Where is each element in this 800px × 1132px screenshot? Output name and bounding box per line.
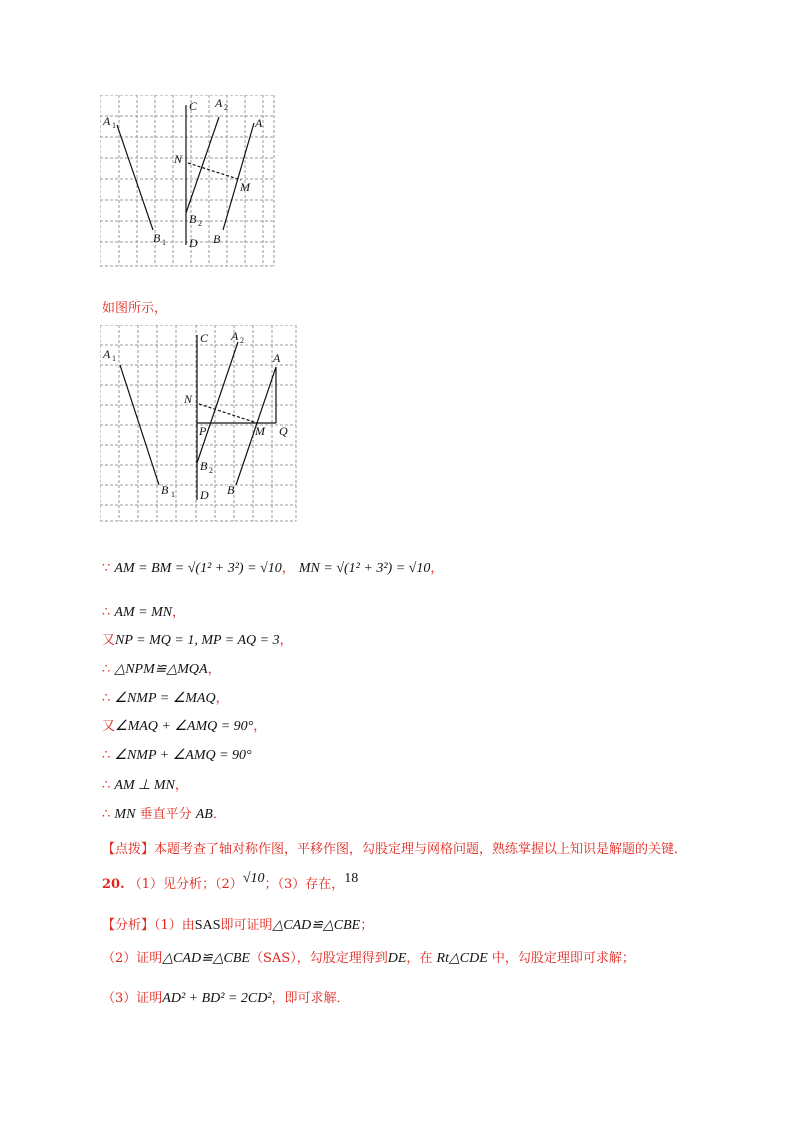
svg-text:A: A (103, 347, 111, 361)
svg-text:D: D (200, 488, 209, 502)
tip-paragraph (102, 841, 687, 859)
svg-text:1: 1 (162, 238, 166, 247)
svg-text:1: 1 (112, 354, 116, 363)
grid-diagram-1 (100, 95, 276, 268)
proof-step-2: ∴ AM = MN， (102, 605, 186, 620)
svg-text:P: P (199, 424, 207, 438)
svg-text:A: A (215, 96, 223, 110)
proof-step-3: 又NP = MQ = 1, MP = AQ = 3， (102, 633, 293, 648)
svg-text:A: A (273, 351, 281, 365)
svg-text:C: C (200, 331, 209, 345)
proof-step-6: 又∠MAQ + ∠AMQ = 90°， (102, 719, 267, 734)
tip-label: 【点拨】 (102, 842, 155, 857)
svg-text:B: B (153, 231, 161, 245)
q20-answer: 20. （1）见分析；（2）√10；（3）存在，18 (102, 871, 359, 892)
tip-text: 本题考查了轴对称作图，平移作图，勾股定理与网格问题，熟练掌握以上知识是解题的关键． (154, 842, 688, 857)
svg-text:1: 1 (171, 490, 175, 499)
caption-as-shown: 如图所示， (102, 301, 168, 316)
svg-text:1: 1 (112, 121, 116, 130)
svg-text:B: B (200, 459, 208, 473)
svg-text:2: 2 (198, 219, 202, 228)
svg-text:N: N (174, 152, 183, 166)
segment-nm-dashed (188, 163, 241, 180)
proof-step-7: ∴ ∠NMP + ∠AMQ = 90° (102, 748, 252, 763)
svg-text:B: B (161, 483, 169, 497)
proof-step-8: ∴ AM ⊥ MN， (102, 778, 188, 793)
svg-text:D: D (189, 236, 198, 250)
q20-number: 20. (102, 877, 125, 892)
segment-ab (223, 123, 254, 230)
svg-text:Q: Q (279, 424, 288, 438)
svg-text:N: N (184, 392, 193, 406)
svg-text:2: 2 (224, 103, 228, 112)
analysis-line-3: （3）证明AD² + BD² = 2CD²，即可求解． (102, 991, 350, 1006)
proof-step-4: ∴ △NPM≌△MQA， (102, 662, 221, 677)
figure-grid-1 (100, 95, 276, 268)
svg-text:B: B (213, 232, 221, 246)
proof-step-9: ∴ MN 垂直平分 AB． (102, 807, 226, 822)
svg-text:A: A (103, 114, 111, 128)
svg-text:C: C (189, 99, 198, 113)
proof-step-5: ∴ ∠NMP = ∠MAQ， (102, 691, 229, 706)
svg-text:M: M (255, 424, 265, 438)
svg-text:A: A (231, 329, 239, 343)
q20-answer-2: √10 (242, 871, 265, 886)
svg-text:M: M (240, 180, 250, 194)
segment-a1b1 (117, 125, 153, 230)
figure-grid-2 (100, 325, 298, 523)
analysis-label: 【分析】 (102, 918, 155, 933)
analysis-line-2: （2）证明△CAD≌△CBE（SAS），勾股定理得到DE，在 Rt△CDE 中，勾股定理即可求解； (102, 951, 635, 966)
segment-nm-dashed-2 (199, 404, 257, 423)
proof-step-1: ∵ AM = BM = √(1² + 3²) = √10， MN = √(1² + 3²) = √10， (102, 561, 444, 576)
svg-text:2: 2 (240, 336, 244, 345)
q20-answer-3: 18 (344, 871, 359, 886)
svg-text:2: 2 (209, 466, 213, 475)
analysis-line-1: 【分析】（1）由SAS即可证明△CAD≌△CBE； (102, 918, 374, 933)
svg-text:A: A (255, 116, 263, 130)
svg-text:B: B (189, 212, 197, 226)
grid-diagram-2 (100, 325, 298, 523)
svg-text:B: B (227, 483, 235, 497)
